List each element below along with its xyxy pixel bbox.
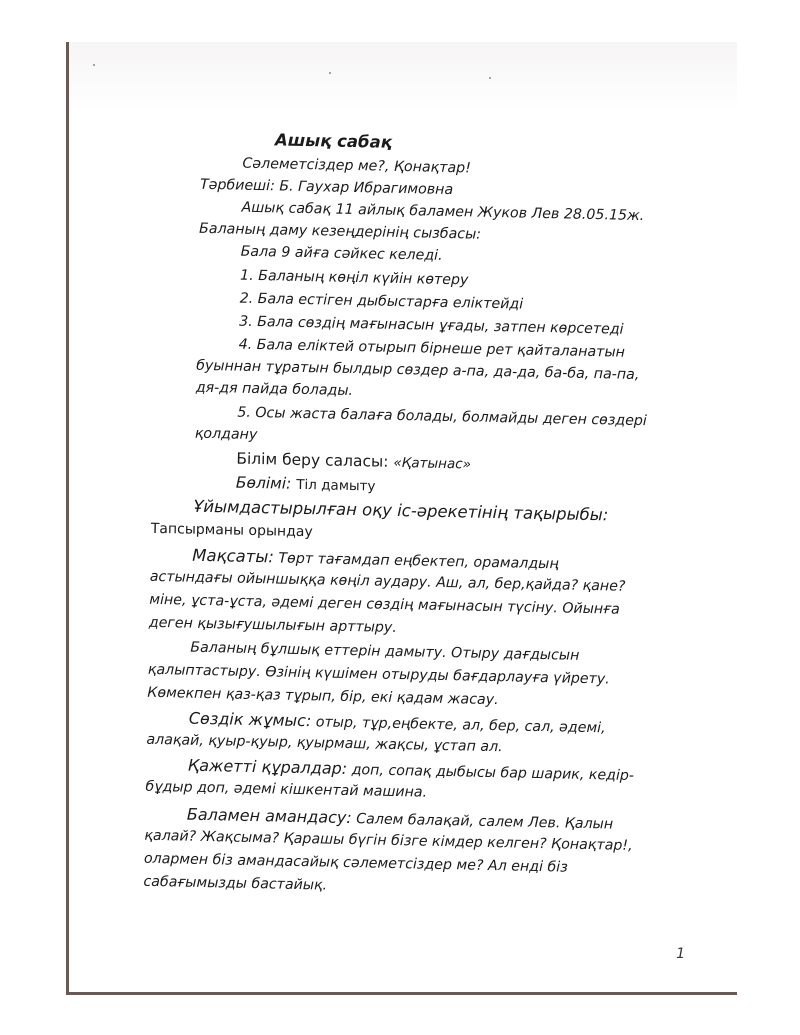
document-title: Ашық сабақ — [274, 130, 393, 152]
goals-line: деген қызығушылығын арттыру. — [148, 614, 397, 636]
section-label: Бөлімі: — [235, 473, 292, 493]
greet-text: Салем балақай, салем Лев. Қалын — [356, 811, 614, 833]
vocab-text: отыр, тұр,еңбекте, ал, бер, сал, әдемі, — [315, 714, 606, 737]
section-line — [236, 474, 376, 495]
edu-area-line — [236, 450, 471, 473]
tools-label: Қажетті құралдар: — [187, 755, 348, 778]
goals2-line: қалыптастыру. Өзінің күшімен отыруды бағдарлауға үйрету. — [147, 661, 610, 688]
greeting-line: Сәлеметсіздер ме?, Қонақтар! — [242, 155, 472, 177]
list-item: 2. Бала естіген дыбыстарға еліктейді — [239, 290, 524, 313]
goals-line: міне, ұста-ұста, әдемі деген сөздің мағынасын түсіну. Ойынға — [149, 591, 620, 618]
greet-label: Баламен амандасу: — [186, 804, 352, 828]
greet-line-1 — [187, 805, 614, 833]
greet-line: қалай? Жақсыма? Қарашы бүгін бізге кімдер келген? Қонақтар!, — [144, 827, 633, 854]
document-page — [66, 42, 737, 995]
vocab-line-1 — [189, 709, 606, 737]
speck — [93, 64, 95, 66]
goals-line-1 — [192, 546, 559, 573]
goals-label: Мақсаты: — [192, 545, 275, 567]
list-item: 3. Бала сөздің мағынасын ұғады, затпен көрсетеді — [239, 313, 624, 338]
edu-area-value: «Қатынас» — [393, 454, 472, 473]
topic-heading: Ұйымдастырылған оқу іс-әрекетінің тақырыбы: — [193, 496, 609, 525]
list-item-continuation: дя-дя пайда болады. — [195, 379, 354, 400]
goals-text: Төрт тағамдап еңбектеп, орамалдың — [278, 550, 559, 573]
edu-area-label: Білім беру саласы: — [236, 449, 389, 471]
page-number: 1 — [676, 946, 685, 962]
vocab-line: алақай, қуыр-қуыр, қуырмаш, жақсы, ұстап ал. — [146, 731, 503, 756]
topic-value: Тапсырманы орындау — [150, 520, 313, 541]
tools-line: бұдыр доп, әдемі кішкентай машина. — [145, 778, 428, 801]
greet-line: сабағымызды бастайық. — [143, 873, 328, 894]
teacher-line: Тәрбиеші: Б. Гаухар Ибрагимовна — [199, 176, 454, 199]
speck — [329, 72, 331, 74]
tools-text: доп, сопақ дыбысы бар шарик, кедір- — [351, 762, 635, 784]
page-shade — [69, 42, 737, 112]
age-match-line: Бала 9 айға сәйкес келеді. — [240, 243, 443, 264]
speck — [489, 77, 491, 79]
tools-line-1 — [188, 756, 635, 784]
vocab-label: Сөздік жұмыс: — [188, 708, 312, 731]
goals2-line: Көмекпен қаз-қаз тұрып, бір, екі қадам жасау. — [147, 684, 499, 709]
goals2-line: Баланың бұлшық еттерін дамыту. Отыру дағдысын — [190, 639, 580, 664]
list-item-continuation: буыннан тұратын былдыр сөздер а-па, да-да, ба-ба, па-па, — [196, 357, 640, 384]
list-item: 1. Баланың көңіл күйін көтеру — [239, 267, 469, 289]
greet-line: олармен біз амандасайық сәлеметсіздер ме? Ал енді біз — [143, 850, 568, 876]
section-value: Тіл дамыту — [296, 476, 376, 495]
lesson-info-line: Ашық сабақ 11 айлық баламен Жуков Лев 28.05.15ж. — [241, 199, 645, 225]
list-item: 4. Бала еліктей отырып бірнеше рет қайталанатын — [238, 336, 626, 361]
dev-scheme-heading: Баланың даму кезеңдерінің сызбасы: — [198, 220, 482, 243]
list-item: 5. Осы жаста балаға болады, болмайды деген сөздері — [237, 404, 648, 430]
goals-line: астындағы ойыншыққа көңіл аудару. Аш, ал, бер,қайда? қане? — [149, 568, 626, 595]
list-item-continuation: қолдану — [194, 425, 258, 444]
